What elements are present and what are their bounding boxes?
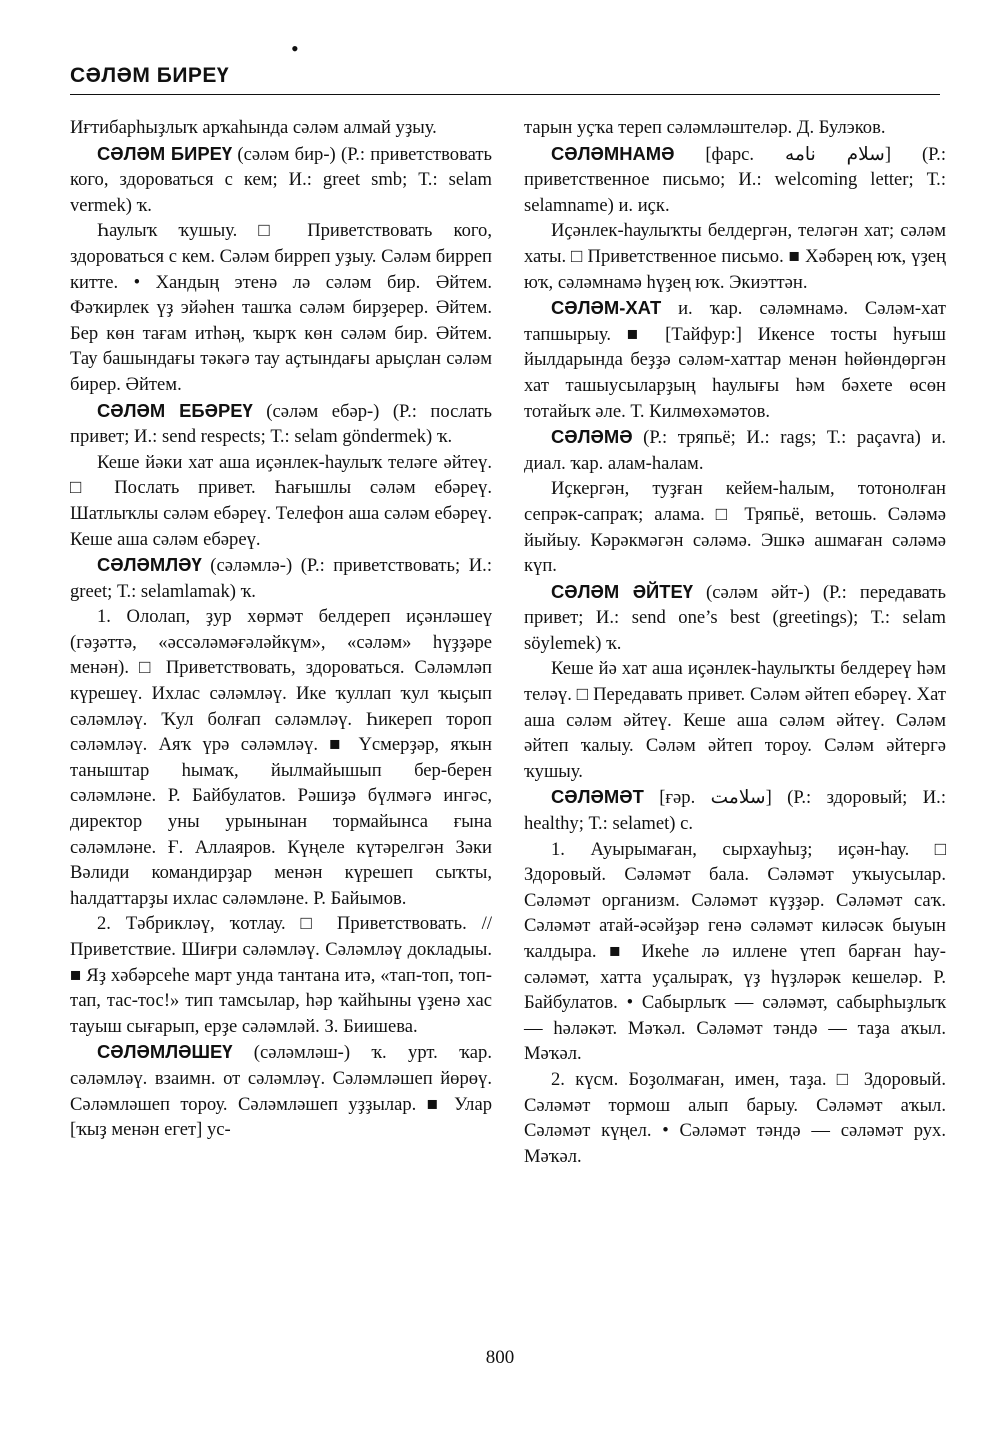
entry-paragraph bbox=[524, 656, 946, 784]
entry-text: (сәләм ебәр-) (Р.: послать привет; И.: send respects; Т.: selam göndermek) ҡ. bbox=[70, 400, 492, 448]
dictionary-entry bbox=[70, 552, 492, 604]
entry-paragraph bbox=[524, 115, 946, 141]
headword: СӘЛӘМӘ bbox=[551, 426, 633, 448]
entry-text: Кеше йәки хат аша иҫәнлек-һаулыҡ теләге әйтеү. □ Послать привет. Һағышлы сәләм ебәреү. Шатлыҡлы сәләм ебәреү. Телефон аша сәләм ебәреү. Кеше аша сәләм ебәреү. bbox=[70, 451, 492, 550]
dictionary-entry bbox=[524, 295, 946, 424]
entry-text: (Р.: тряпьё; И.: rags; Т.: paçavra) и. диал. ҡар. алам-һалам. bbox=[524, 427, 946, 474]
header-rule bbox=[70, 94, 940, 95]
headword: СӘЛӘМ ЕБӘРЕҮ bbox=[97, 399, 253, 421]
entry-paragraph bbox=[70, 911, 492, 1039]
entry-paragraph bbox=[70, 604, 492, 911]
headword: СӘЛӘМ ӘЙТЕҮ bbox=[551, 580, 694, 602]
entry-text: [фарс. سلام نامه] (Р.: приветственное письмо; И.: welcoming letter; Т.: selamname) и. иҫк. bbox=[524, 143, 946, 216]
entry-text: 1. Ауырымаған, сырхауһыҙ; иҫән-һау. □ Здоровый. Сәләмәт бала. Сәләмәт уҡыусылар. Сәләмәт организм. Сәләмәт күҙҙәр. Сәләмәт саҡ. Сәләмәт атай-әсәйҙәр генә сәләмәт киләсәк быуын ҡалдыра. ■ Икеһе лә иллене үтеп барған һау-сәләмәт, хатта уҫалыраҡ, үҙ һүҙләрәк кешеләр. Р. Байбулатов. • Сабырлыҡ — сәләмәт, сабырһыҙлыҡ — һәләкәт. Мәҡәл. Сәләмәт тәндә — таҙа аҡыл. Мәҡәл. bbox=[524, 838, 946, 1065]
entry-paragraph bbox=[524, 837, 946, 1067]
entry-paragraph bbox=[70, 115, 492, 141]
entry-paragraph bbox=[524, 1067, 946, 1169]
headword: СӘЛӘМ-ХАТ bbox=[551, 297, 662, 319]
entry-text: 1. Ололап, ҙур хөрмәт белдереп иҫәнләшеү (гәҙәттә, «әссәләмәғәләйкүм», «сәләм» һүҙҙәре менән). □ Приветствовать, здороваться. Сәләмләп күрешеү. Ихлас сәләмләү. Ике ҡуллап ҡул ҡыҫып сәләмләү. Ҡул болғап сәләмләү. Һикереп тороп сәләмләү. Аяҡ үрә сәләмләү. ■ Үсмерҙәр, яҡын таныштар һымаҡ, йылмайышып бер-берен сәләмләне. Р. Байбулатов. Рәшиҙә бүлмәгә ингәс, директор уны урынынан тормайынса ғына сәләмләне. Ғ. Аллаяров. Күңеле күтәрелгән Зәки Вәлиди командирҙар менән күрешеп сыҡты, һалдаттарҙы ихлас сәләмләне. Р. Байымов. bbox=[70, 606, 492, 909]
headword: СӘЛӘМНАМӘ bbox=[551, 142, 675, 164]
entry-text: Һаулыҡ ҡушыу. □ Приветствовать кого, здороваться с кем. Сәләм бирреп уҙыу. Сәләм бирреп китте. • Хандың этенә лә сәләм бир. Әйтем. Фәҡирлек үҙ эйәһен ташҡа сәләм бирҙерер. Әйтем. Бер көн тағам итһәң, ҡырҡ көн сәләм бир. Әйтем. Тау башындағы тәкәгә тау аҫтындағы арыҫлан сәләм бирер. Әйтем. bbox=[70, 220, 492, 395]
headword: СӘЛӘМ БИРЕҮ bbox=[97, 142, 233, 164]
dictionary-entry bbox=[70, 398, 492, 450]
entry-text: 2. Тәбрикләү, ҡотлау. □ Приветствовать. // Приветствие. Шиғри сәләмләү. Сәләмләү докладыы. ■ Яҙ хәбәрсеһе март унда тантана итә, «тап-топ, топ-тап, тас-тос!» тип тамсылар, һәр ҡайһыны үҙенә хас тауыш сығарып, ерҙе сәләмләй. З. Биишева. bbox=[70, 913, 492, 1037]
headword: СӘЛӘМЛӘҮ bbox=[97, 554, 202, 576]
entry-text: (сәләмләш-) ҡ. урт. ҡар. сәләмләү. взаимн. от сәләмләү. Сәләмләшеп йөрөү. Сәләмләшеп тороу. Сәләмләшеп уҙҙылар. ■ Улар [ҡыҙ менән егет] ус- bbox=[70, 1042, 492, 1141]
entry-text: (сәләм бир-) (Р.: приветствовать кого, здороваться с кем; И.: greet smb; Т.: selam vermek) ҡ. bbox=[70, 143, 492, 216]
left-column bbox=[70, 115, 492, 1143]
entry-text: Иғтибарһыҙлыҡ арҡаһында сәләм алмай уҙыу. bbox=[70, 117, 437, 138]
dictionary-entry bbox=[70, 141, 492, 219]
entry-text: Кеше йә хат аша иҫәнлек-һаулыҡты белдереү һәм теләү. □ Передавать привет. Сәләм әйтеп ебәреү. Хат аша сәләм әйтеү. Кеше аша сәләм әйтеү. Сәләм әйтеп ҡалыу. Сәләм әйтеп тороу. Сәләм әйтергә ҡушыу. bbox=[524, 658, 946, 782]
headword: СӘЛӘМӘТ bbox=[551, 786, 644, 808]
entry-text: 2. күсм. Боҙолмаған, имен, таҙа. □ Здоровый. Сәләмәт тормош алып барыу. Сәләмәт аҡыл. Сәләмәт күңел. • Сәләмәт тәндә — сәләмәт рух. Мәҡәл. bbox=[524, 1068, 946, 1167]
running-head: СӘЛӘМ БИРЕҮ bbox=[70, 64, 230, 87]
entry-text: Иҫәнлек-һаулыҡты белдергән, теләгән хат; сәләм хаты. □ Приветственное письмо. ■ Хәбәрең юҡ, үҙең юҡ, сәләмнамә һүҙең юҡ. Экиэттән. bbox=[524, 220, 946, 293]
entry-paragraph bbox=[524, 218, 946, 295]
dictionary-entry bbox=[524, 424, 946, 476]
entry-text: и. ҡар. сәләмнамә. Сәләм-хат тапшырыу. ■ [Тайфур:] Икенсе тосты һуғыш йылдарында беҙҙә сәләм-хаттар менән һөйөндөргән хат ташыусыларҙың һаулығы һәм бәхете өсөн тотайыҡ әле. Т. Килмөхәмәтов. bbox=[524, 298, 946, 422]
entry-text: (сәләм әйт-) (Р.: передавать привет; И.: send one’s best (greetings); Т.: selam söylemek) ҡ. bbox=[524, 581, 946, 654]
entry-paragraph bbox=[70, 218, 492, 397]
dictionary-entry bbox=[524, 141, 946, 219]
entry-text: (сәләмлә-) (Р.: приветствовать; И.: greet; Т.: selamlamak) ҡ. bbox=[70, 555, 492, 602]
entry-paragraph bbox=[70, 450, 492, 552]
page-number: 800 bbox=[485, 1347, 515, 1368]
dictionary-entry bbox=[524, 579, 946, 657]
entry-text: тарын уҫҡа тереп сәләмләштеләр. Д. Булэков. bbox=[524, 117, 886, 138]
entry-text: [ғәр. سلامت] (Р.: здоровый; И.: healthy; Т.: selamet) с. bbox=[524, 787, 946, 835]
entry-paragraph bbox=[524, 476, 946, 578]
right-column bbox=[524, 115, 946, 1169]
headword: СӘЛӘМЛӘШЕҮ bbox=[97, 1041, 233, 1063]
dictionary-entry bbox=[524, 784, 946, 836]
dictionary-entry bbox=[70, 1039, 492, 1142]
header-dot: • bbox=[291, 36, 299, 61]
entry-text: Иҫкергән, туҙған кейем-һалым, тотонолған сепрәк-сапраҡ; алама. □ Тряпьё, ветошь. Сәләмә йыйыу. Кәрәкмәгән сәләмә. Эшкә ашмаған сәләмә күп. bbox=[524, 478, 946, 577]
